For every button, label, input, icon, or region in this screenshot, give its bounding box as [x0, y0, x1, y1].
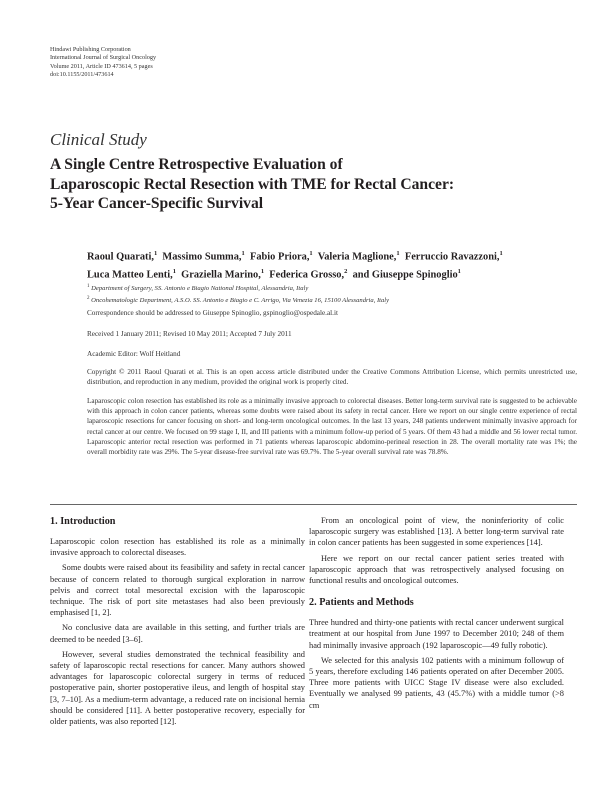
author-name: Federica Grosso,	[269, 269, 345, 281]
right-column	[309, 515, 564, 715]
affiliation-mark: 2	[87, 295, 90, 301]
copyright-notice: Copyright © 2011 Raoul Quarati et al. This is an open access article distributed under the Creative Commons Attribution License, which permits unrestricted use, distribution, and reproduction in any medium, provided the original work is properly cited.	[87, 368, 577, 387]
author-affil-mark: 2	[344, 268, 348, 276]
article-title	[50, 155, 570, 214]
affiliation-item	[87, 294, 389, 306]
author-name: Valeria Maglione,	[317, 251, 397, 263]
affiliation-text: Oncohematologic Department, A.S.O. SS. Antonio e Biagio e C. Arrigo, Via Venezia 16, 15100 Alessandria, Italy	[91, 297, 390, 305]
title-line: Laparoscopic Rectal Resection with TME for Rectal Cancer:	[50, 175, 455, 193]
journal-line: International Journal of Surgical Oncology	[50, 54, 157, 62]
body-paragraph: Laparoscopic colon resection has established its role as a minimally invasive approach to colorectal diseases.	[50, 537, 305, 558]
author-list	[87, 247, 577, 284]
affiliations	[87, 282, 389, 306]
author-affil-mark: 1	[396, 250, 400, 257]
correspondence: Correspondence should be addressed to Giuseppe Spinoglio, gspinoglio@ospedale.al.it	[87, 309, 338, 317]
body-paragraph: No conclusive data are available in this setting, and further trials are deemed to be needed [3–6].	[50, 623, 305, 644]
author-name: Ferruccio Ravazzoni,	[404, 251, 500, 263]
author-name: Massimo Summa,	[162, 251, 242, 263]
author-affil-mark: 1	[153, 250, 158, 257]
doi-line: doi:10.1155/2011/473614	[50, 71, 114, 79]
author-affil-mark: 1	[241, 250, 245, 257]
body-paragraph: Here we report on our rectal cancer patient series treated with laparoscopic approach that was retrospectively analysed focusing on functional results and oncological outcomes.	[309, 553, 564, 586]
affiliation-item	[87, 282, 389, 294]
author-affil-mark: 1	[457, 268, 461, 276]
left-column	[50, 515, 305, 731]
affiliation-mark: 1	[87, 284, 90, 289]
publisher-line: Hindawi Publishing Corporation	[50, 46, 131, 53]
section-heading-introduction: 1. Introduction	[50, 516, 116, 527]
section-divider	[50, 504, 577, 505]
title-line: A Single Centre Retrospective Evaluation of	[50, 156, 343, 173]
body-paragraph: From an oncological point of view, the noninferiority of colic laparoscopic surgery was established [13]. A better long-term survival rate in colon cancer patients has been suggested in some experiences [14].	[309, 516, 564, 548]
author-name: Luca Matteo Lenti,	[87, 269, 173, 281]
author-name: and Giuseppe Spinoglio	[352, 269, 458, 281]
body-paragraph: However, several studies demonstrated the technical feasibility and safety of laparoscopic rectal resections for cancer. Many authors showed advantages for laparoscopic colorectal surgery in terms of reduced postoperative pain, shorter postoperative ileus, and length of hospital stay [3, 7–10]. As a medium-term advantage, a reduced rate on incisional hernia should be considered [11]. A better postoperative recovery, especially for older patients, was also reported [12].	[50, 649, 305, 727]
article-type: Clinical Study	[50, 130, 147, 149]
author-line-1	[87, 247, 577, 265]
article-dates: Received 1 January 2011; Revised 10 May 2011; Accepted 7 July 2011	[87, 330, 292, 338]
title-line: 5-Year Cancer-Specific Survival	[50, 195, 264, 212]
author-name: Graziella Marino,	[181, 269, 261, 281]
author-line-2	[87, 265, 577, 283]
abstract: Laparoscopic colon resection has established its role as a minimally invasive approach to colorectal diseases. Better long-term survival rate is suggested to be achievable with this approach in colon cancer patients, whereas some doubts were raised about its safety in rectal cancer. Here we report on our single centre experience of rectal laparoscopic resections for cancer focusing on short- and long-term oncological outcomes. In the last 13 years, 248 patients underwent minimally invasive approach for rectal cancer at our centre. We focused on 99 stage I, II, and III patients with a minimum follow-up period of 5 years. Of them 43 had a middle and 56 lower rectal tumor. Laparoscopic anterior rectal resection was performed in 71 patients whereas laparoscopic abdomino-perineal resection in 28. The overall mortality rate was 1%; the overall morbidity rate was 29%. The 5-year disease-free survival rate was 69.7%. The 5-year overall survival rate was 78.8%.	[87, 397, 577, 457]
affiliation-text: Department of Surgery, SS. Antonio e Biagio National Hospital, Alessandria, Italy	[91, 285, 309, 293]
author-affil-mark: 1	[499, 250, 503, 257]
body-paragraph: We selected for this analysis 102 patients with a minimum followup of 5 years, therefore excluding 146 patients operated on after December 2005. Three more patients with UICC Stage IV disease were also excluded. Eventually we analysed 99 patients, 43 (45.7%) with a middle tumor (>8 cm	[309, 655, 564, 710]
publication-header	[50, 46, 156, 80]
body-paragraph: Some doubts were raised about its feasibility and safety in rectal cancer because of concern related to thorough surgical exploration in narrow pelvis and correct total mesorectal excision with the laparoscopic technique. The risk of port site metastases had also been previously emphasised [1, 2].	[50, 563, 305, 618]
volume-line: Volume 2011, Article ID 473614, 5 pages	[50, 62, 153, 70]
section-heading-patients-methods: 2. Patients and Methods	[309, 597, 414, 609]
author-affil-mark: 1	[172, 268, 176, 276]
body-paragraph: Three hundred and thirty-one patients with rectal cancer underwent surgical treatment at our hospital from June 1997 to December 2010; 248 of them had minimally invasive approach (192 laparoscopic—49 fully robotic).	[309, 618, 564, 650]
author-name: Fabio Priora,	[249, 251, 310, 263]
author-affil-mark: 1	[309, 250, 313, 257]
author-affil-mark: 1	[260, 268, 265, 276]
academic-editor: Academic Editor: Wolf Heitland	[87, 350, 181, 358]
author-name: Raoul Quarati,	[87, 251, 154, 263]
